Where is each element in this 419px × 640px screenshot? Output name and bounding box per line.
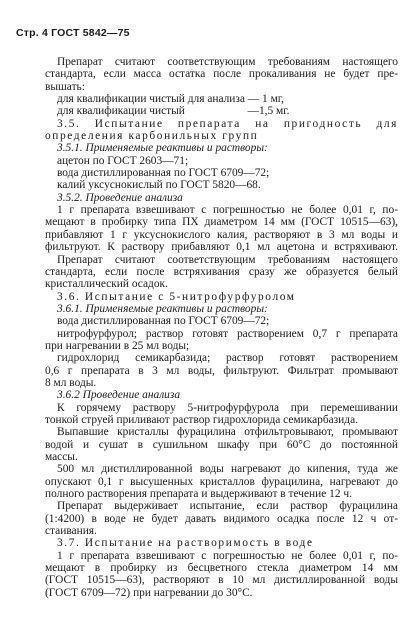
paragraph-line: вышать: [45,80,85,93]
subsection-heading: 3.6.1. Применяемые реактивы и растворы: [57,302,268,315]
paragraph-line: (ГОСТ 6709—72) при нагревании до 30°С. [45,586,253,599]
list-item: ацетон по ГОСТ 2603—71; [57,154,189,167]
paragraph-line: (1:4200) в воде не будет давать видимого осадка после 12 ч от- [45,512,398,525]
paragraph-line: Выпавшие кристаллы фурацилина отфильтровывают, промывают [57,426,398,439]
section-heading: определения карбонильных групп [45,130,259,143]
subsection-heading: 3.6.2 Проведение анализа [57,389,181,402]
paragraph-line: Препарат считают соответствующим требованиям настоящего [57,253,398,266]
paragraph-line: (ГОСТ 10515—63), растворяют в 10 мл дистиллированной воды [45,574,398,587]
list-item: вода дистиллированная по ГОСТ 6709—72; [57,167,270,180]
paragraph-line: фильтруют. К раствору прибавляют 0,1 мл ацетона и встряхивают. [45,241,398,254]
paragraph-line: полного растворения препарата и выдерживают в течение 12 ч. [45,488,352,501]
paragraph-line: кристаллический осадок. [45,278,168,291]
section-heading: 3.7. Испытание на растворимость в воде [57,537,314,550]
list-item: для квалификации чистый —1,5 мг. [57,105,290,118]
list-item: вода дистиллированная по ГОСТ 6709—72; [57,315,270,328]
page-body [45,54,398,599]
paragraph-line: стандарта, если после встряхивания сразу же образуется белый [45,265,398,278]
paragraph-line: мещают в пробирку типа ПХ диаметром 14 мм (ГОСТ 10515—63), [45,216,398,229]
paragraph-line: тонкой струей приливают раствор гидрохлорида семикарбазида. [45,413,358,426]
list-item: нитрофурфурол; раствор готовят растворением 0,7 г препарата [57,327,398,340]
paragraph-line: 500 мл дистиллированной воды нагревают до кипения, туда же [57,463,398,476]
paragraph-line: стандарта, если масса остатка после прокаливания не будет пре- [45,68,398,81]
subsection-heading: 3.5.1. Применяемые реактивы и растворы: [57,142,268,155]
paragraph-line: опускают 0,1 г высушенных кристаллов фурацилина, нагревают до [45,475,398,488]
list-item: для квалификации чистый для анализа — 1 мг, [57,93,285,106]
paragraph-line: массы. [45,451,78,463]
paragraph-line: 0,6 г препарата в 3 мл воды, фильтруют. Фильтрат промывают [45,364,398,377]
paragraph-line: Препарат считают соответствующим требованиям настоящего [57,56,398,68]
paragraph-line: мещают в пробирку из бесцветного стекла диаметром 14 мм [45,562,398,575]
paragraph-line: К горячему раствору 5-нитрофурфурола при перемешивании [57,401,398,414]
page-header: Стр. 4 ГОСТ 5842—75 [16,27,130,39]
section-heading: 3.5. Испытание препарата на пригодность для [57,117,398,130]
paragraph-line: Препарат выдерживает испытание, если раствор фурацилина [57,500,398,513]
section-heading: 3.6. Испытание с 5-нитрофурфуролом [57,290,296,303]
paragraph-line: 1 г препарата взвешивают с погрешностью не более 0,01 г, по- [57,204,398,217]
paragraph-line: прибавляют 1 г уксуснокислого калия, растворяют в 3 мл воды и [45,228,398,241]
paragraph-line: стаивания. [45,525,97,538]
list-item: гидрохлорид семикарбазида; раствор готовят растворением [57,352,398,365]
paragraph-line: 8 мл воды. [45,376,97,389]
paragraph-line: 1 г препарата взвешивают с погрешностью не более 0,01 г, по- [57,549,398,562]
subsection-heading: 3.5.2. Проведение анализа [57,191,183,204]
paragraph-line: при нагревании в 25 мл воды; [45,339,190,352]
paragraph-line: водой и сушат в сушильном шкафу при 60°С до постоянной [45,438,398,451]
list-item: калий уксуснокислый по ГОСТ 5820—68. [57,179,261,192]
